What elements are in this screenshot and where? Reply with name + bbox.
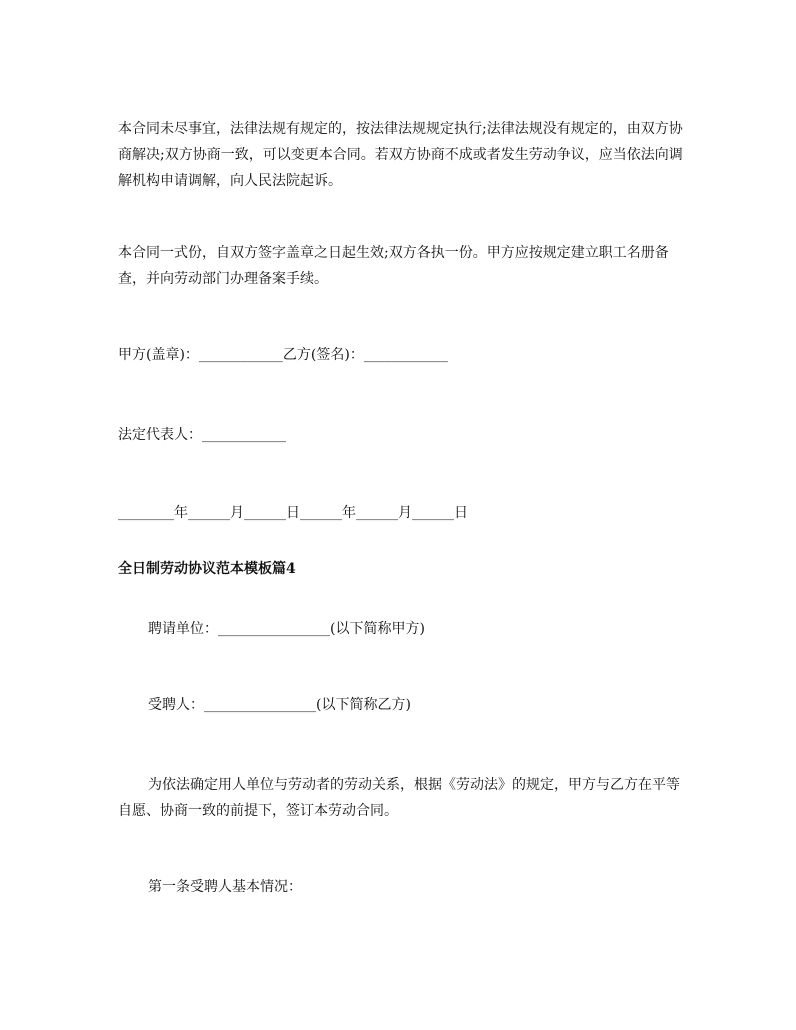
paragraph-dispute-resolution: 本合同未尽事宜，法律法规有规定的，按法律法规规定执行;法律法规没有规定的，由双方协商解决;双方协商一致，可以变更本合同。若双方协商不成或者发生劳动争议，应当依法向调解机构申请调解，向人民法院起诉。 (118, 121, 683, 189)
signature-line: 甲方(盖章)：____________乙方(签名)：____________ (118, 347, 448, 363)
section-heading: 全日制劳动协议范本模板篇4 (118, 561, 296, 577)
employee-line: 受聘人：________________(以下简称乙方) (148, 697, 411, 713)
paragraph-effectiveness: 本合同一式份，自双方签字盖章之日起生效;双方各执一份。甲方应按规定建立职工名册备查，并向劳动部门办理备案手续。 (118, 245, 669, 287)
article-one-heading: 第一条受聘人基本情况： (148, 879, 302, 895)
date-line: ________年______月______日______年______月______日 (118, 505, 468, 521)
employer-line: 聘请单位：________________(以下简称甲方) (148, 621, 425, 637)
legal-representative-line: 法定代表人：____________ (118, 427, 286, 443)
paragraph-purpose: 为依法确定用人单位与劳动者的劳动关系，根据《劳动法》的规定，甲方与乙方在平等自愿、协商一致的前提下，签订本劳动合同。 (118, 777, 680, 819)
